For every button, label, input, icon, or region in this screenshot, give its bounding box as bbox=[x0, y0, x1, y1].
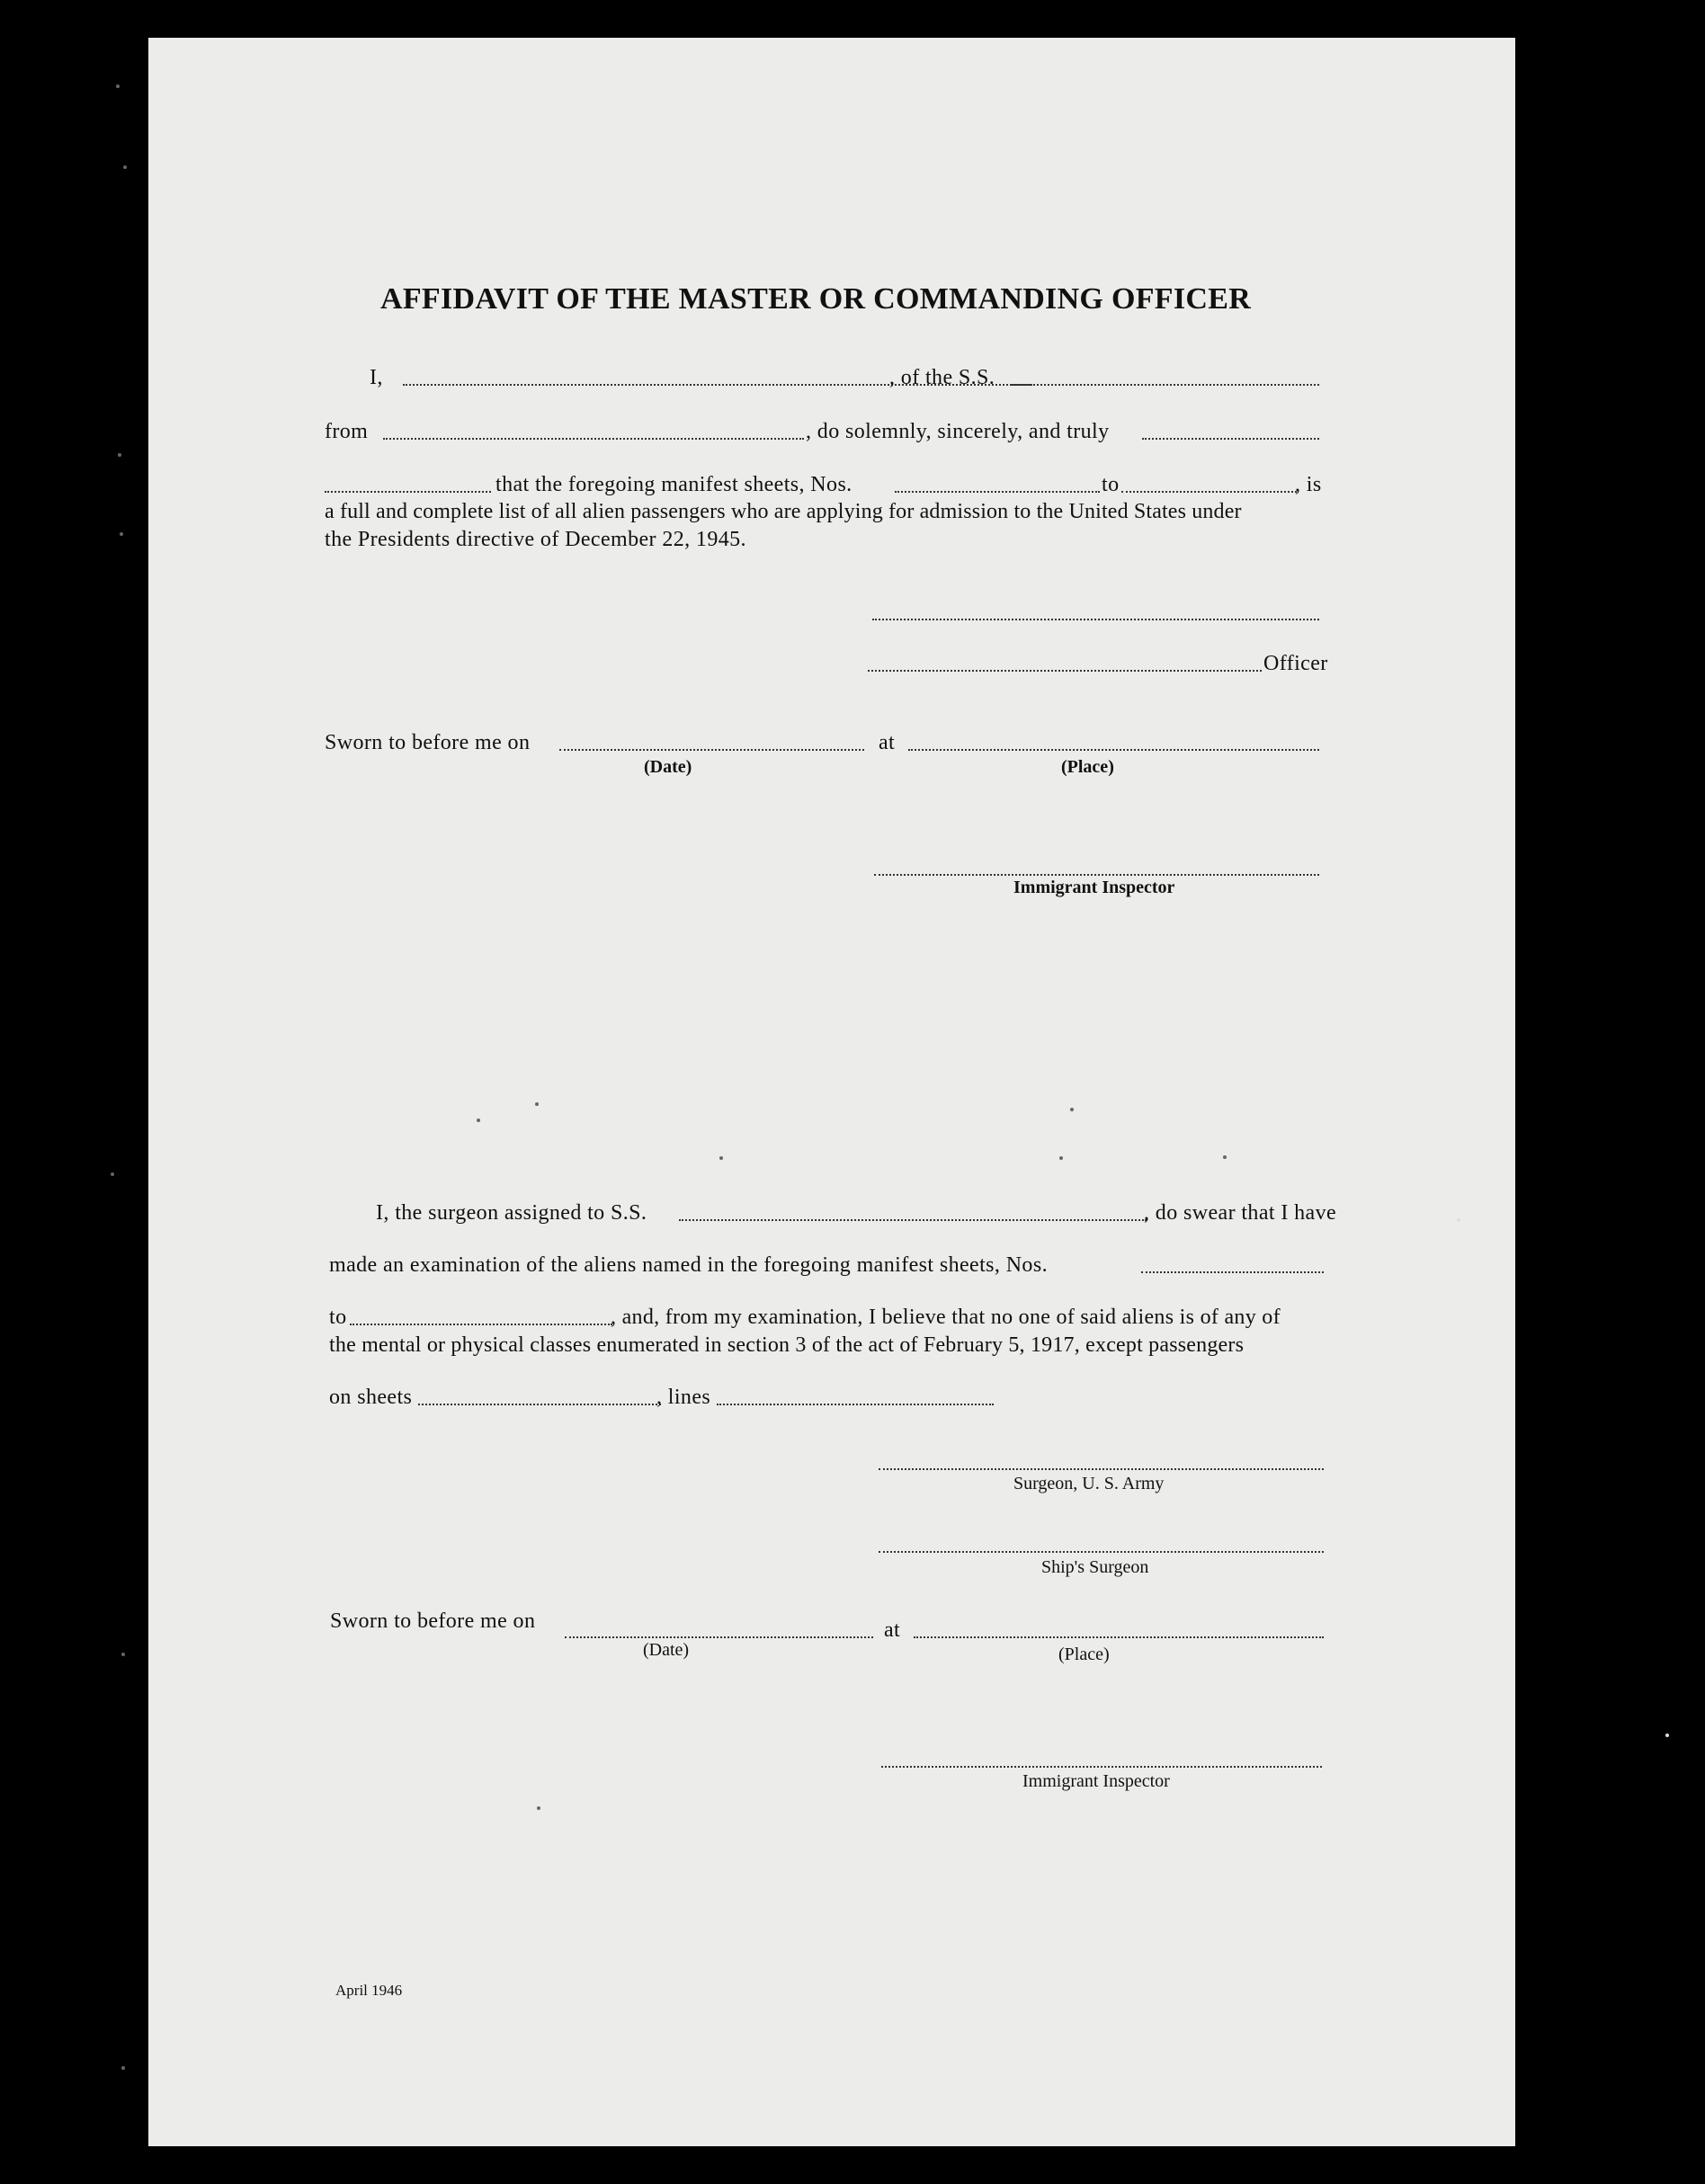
master-sworn-label: Sworn to before me on bbox=[325, 731, 531, 754]
surgeon-sworn-label: Sworn to before me on bbox=[330, 1609, 536, 1633]
surgeon-inspector-signature-line[interactable] bbox=[881, 1766, 1322, 1768]
surgeon-lines-field[interactable] bbox=[717, 1404, 994, 1405]
master-from-label: from bbox=[325, 420, 369, 443]
surgeon-ship-field[interactable] bbox=[679, 1219, 1147, 1221]
army-surgeon-caption: Surgeon, U. S. Army bbox=[1013, 1474, 1165, 1493]
surgeon-sworn-date-field[interactable] bbox=[565, 1636, 873, 1638]
affidavit-page bbox=[148, 38, 1515, 2146]
master-inspector-caption: Immigrant Inspector bbox=[1013, 878, 1175, 897]
master-sworn-date-field[interactable] bbox=[559, 749, 864, 751]
scan-speck bbox=[118, 453, 121, 457]
surgeon-to-label: to bbox=[329, 1306, 347, 1329]
master-to-label: to bbox=[1102, 473, 1120, 496]
master-date-caption: (Date) bbox=[644, 757, 692, 777]
surgeon-nos-from-field[interactable] bbox=[1141, 1271, 1324, 1273]
surgeon-nos-to-field[interactable] bbox=[350, 1324, 612, 1325]
master-place-caption: (Place) bbox=[1061, 757, 1114, 777]
scan-speck bbox=[1223, 1155, 1227, 1159]
surgeon-intro-label: I, the surgeon assigned to S.S. bbox=[376, 1201, 647, 1225]
surgeon-belief-label: , and, from my examination, I believe that no one of said aliens is of any of bbox=[611, 1306, 1281, 1329]
scan-speck bbox=[537, 1806, 540, 1810]
master-ss-label: , of the S.S. bbox=[889, 366, 995, 389]
officer-label: Officer bbox=[1263, 652, 1328, 675]
master-is-label: , is bbox=[1295, 473, 1322, 496]
scan-speck bbox=[120, 532, 123, 536]
surgeon-lines-label: , lines bbox=[656, 1386, 711, 1409]
footer-date: April 1946 bbox=[335, 1982, 403, 1999]
scan-speck bbox=[121, 2066, 125, 2070]
master-swear-field[interactable] bbox=[1142, 438, 1319, 440]
scan-speck bbox=[1457, 1218, 1460, 1222]
surgeon-examination-label: made an examination of the aliens named in the foregoing manifest sheets, Nos. bbox=[329, 1253, 1048, 1277]
scan-speck bbox=[123, 165, 127, 169]
master-nos-to-field[interactable] bbox=[1121, 491, 1297, 493]
master-signature-line[interactable] bbox=[872, 619, 1319, 620]
surgeon-swear-label: , do swear that I have bbox=[1144, 1201, 1337, 1225]
ship-surgeon-caption: Ship's Surgeon bbox=[1041, 1557, 1149, 1577]
master-nos-from-field[interactable] bbox=[895, 491, 1100, 493]
master-manifest-label: that the foregoing manifest sheets, Nos. bbox=[495, 473, 852, 496]
scan-speck bbox=[111, 1172, 114, 1176]
master-body-line4: a full and complete list of all alien passengers who are applying for admission to the United States under bbox=[325, 500, 1242, 523]
scan-speck bbox=[477, 1119, 480, 1122]
surgeon-date-caption: (Date) bbox=[643, 1640, 690, 1660]
master-sworn-place-field[interactable] bbox=[908, 749, 1319, 751]
scan-speck bbox=[719, 1156, 723, 1160]
scan-speck bbox=[1059, 1156, 1063, 1160]
surgeon-sheets-label: on sheets bbox=[329, 1386, 413, 1409]
scan-speck bbox=[1665, 1734, 1669, 1737]
master-from-field[interactable] bbox=[383, 438, 804, 440]
officer-title-line[interactable] bbox=[868, 670, 1262, 672]
scan-speck bbox=[535, 1102, 539, 1106]
scan-speck bbox=[116, 85, 120, 88]
master-body-line5: the Presidents directive of December 22, 1945. bbox=[325, 528, 746, 551]
surgeon-at-label: at bbox=[884, 1618, 901, 1642]
master-ship-field[interactable] bbox=[1012, 384, 1319, 386]
master-at-label: at bbox=[879, 731, 896, 754]
scan-speck bbox=[121, 1653, 125, 1656]
surgeon-sheets-field[interactable] bbox=[418, 1404, 661, 1405]
surgeon-place-caption: (Place) bbox=[1058, 1645, 1110, 1664]
master-swear-label: , do solemnly, sincerely, and truly bbox=[806, 420, 1110, 443]
master-inspector-signature-line[interactable] bbox=[874, 874, 1319, 876]
scan-speck bbox=[1070, 1108, 1074, 1111]
surgeon-body-line4: the mental or physical classes enumerated in section 3 of the act of February 5, 1917, except passengers bbox=[329, 1333, 1245, 1357]
surgeon-inspector-caption: Immigrant Inspector bbox=[1022, 1771, 1170, 1791]
ship-surgeon-signature-line[interactable] bbox=[879, 1551, 1324, 1553]
army-surgeon-signature-line[interactable] bbox=[879, 1468, 1324, 1470]
page-title: AFFIDAVIT OF THE MASTER OR COMMANDING OFFICER bbox=[380, 282, 1252, 316]
master-i-label: I, bbox=[370, 366, 383, 389]
surgeon-sworn-place-field[interactable] bbox=[914, 1636, 1324, 1638]
master-oath-field[interactable] bbox=[325, 491, 491, 493]
